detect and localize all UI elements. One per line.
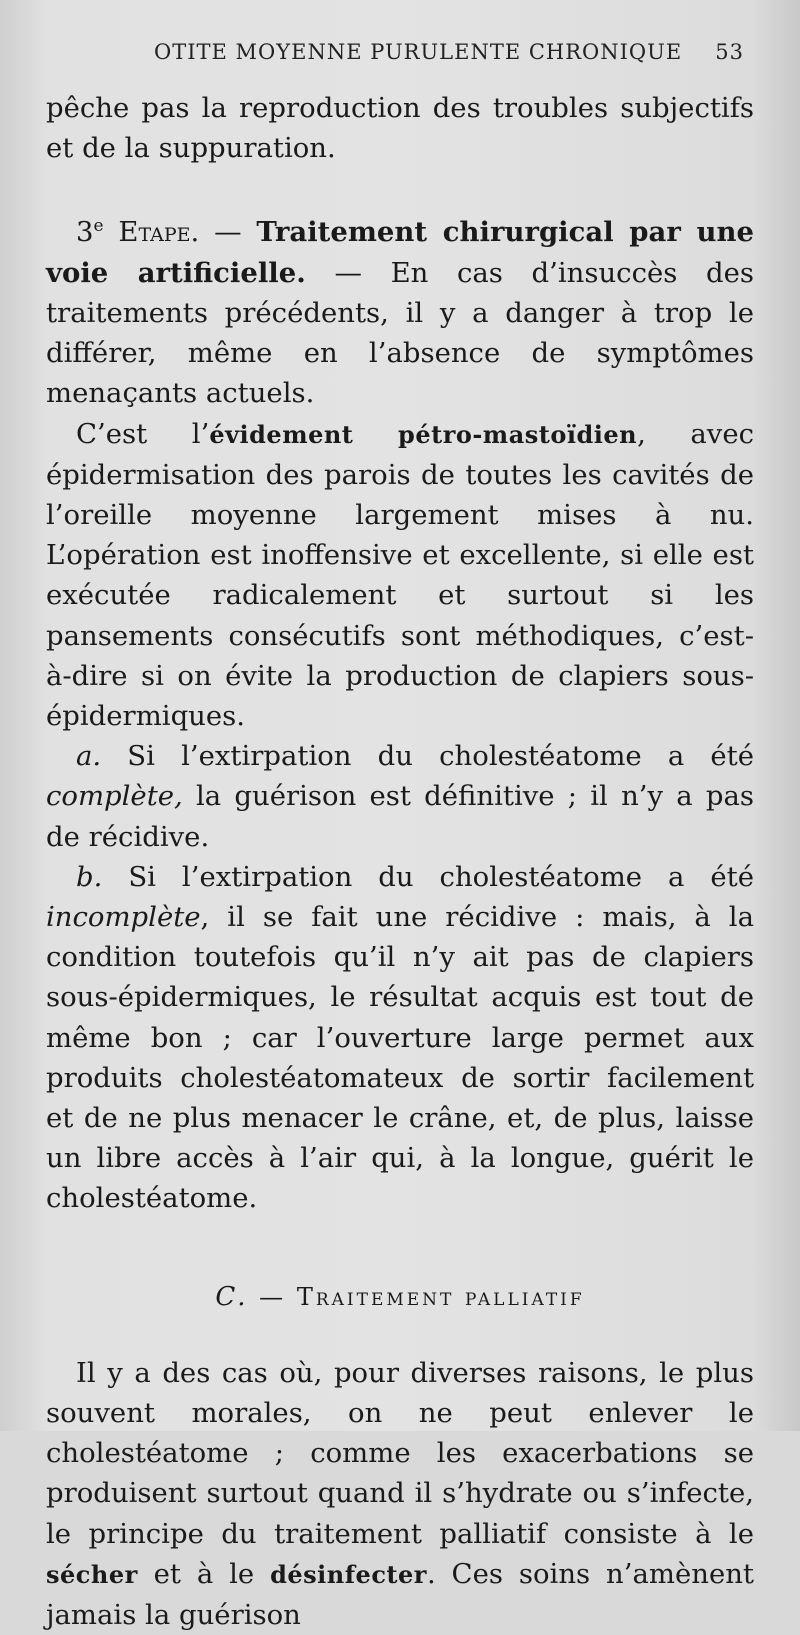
item-b-paragraph [46, 857, 754, 1219]
item-a-text-after: la guérison est définitive ; il n’y a pas de récidive. [46, 780, 754, 853]
palliatif-text-after: . Ces soins n’amènent jamais la guérison [46, 1557, 754, 1632]
palliatif-term-secher: sécher [46, 1559, 138, 1589]
continued-paragraph-text: pêche pas la reproduction des troubles subjectifs et de la suppuration. [46, 92, 754, 165]
section-c-title: Traitement palliatif [296, 1282, 585, 1311]
item-b-text-after: , il se fait une récidive : mais, à la condition toutefois qu’il n’y ait pas de clapiers sous-épidermiques, le résultat acquis est tout de même bon ; car l’ouverture large permet aux produits cholestéatomateux de sortir facilement et de ne plus menacer le crâne, et, de plus, laisse un libre accès à l’air qui, à la longue, guérit le cholestéatome. [46, 901, 754, 1215]
page-number: 53 [715, 40, 744, 64]
running-header [46, 40, 754, 66]
stage-3-text: — En cas d’insuccès des traitements précédents, il y a danger à trop le différer, même en l’absence de symptômes menaçants actuels. [46, 256, 754, 410]
stage-3-superscript: e [93, 216, 104, 237]
continued-paragraph [46, 88, 754, 168]
palliatif-paragraph [46, 1353, 754, 1635]
item-a-text-before: Si l’extirpation du cholestéatome a été [101, 740, 754, 773]
item-a-italic: complète, [46, 780, 183, 813]
stage-3-dash: — [199, 216, 257, 249]
palliatif-term-desinfecter: désinfecter [270, 1559, 427, 1589]
palliatif-text-before: Il y a des cas où, pour diverses raisons, le plus souvent morales, on ne peut enlever le cholestéatome ; comme les exacerbations se produisent surtout quand il s’hydrate ou s’infecte, le principe du traitement palliatif consiste à le [46, 1356, 754, 1550]
palliatif-text-middle: et à le [137, 1557, 271, 1590]
section-c-dash: — [248, 1282, 297, 1311]
item-b-italic: incomplète [46, 901, 201, 934]
section-c-heading [46, 1277, 754, 1317]
item-a-paragraph [46, 736, 754, 857]
item-b-text-before: Si l’extirpation du cholestéatome a été [102, 860, 754, 893]
evidement-text-after: , avec épidermisation des parois de toutes les cavités de l’oreille moyenne largement mises à nu. L’opération est inoffensive et excellente, si elle est exécutée radicalement et surtout si les pansements consécutifs sont méthodiques, c’est-à-dire si on évite la production de clapiers sous-épidermiques. [46, 417, 754, 732]
item-b-letter: b. [76, 860, 103, 893]
page-body [46, 88, 754, 1635]
stage-3-label: Etape. [118, 216, 200, 249]
stage-3-paragraph [46, 206, 754, 413]
stage-3-title: Traitement chirurgical par une voie artificielle. [46, 216, 755, 289]
evidement-paragraph [46, 414, 754, 737]
evidement-term: évidement pétro-mastoïdien [209, 419, 638, 449]
running-header-title: OTITE MOYENNE PURULENTE CHRONIQUE [154, 40, 683, 64]
section-c-letter: C. [215, 1281, 249, 1312]
stage-3-number: 3 [76, 216, 94, 249]
item-a-letter: a. [76, 740, 102, 773]
evidement-text-before: C’est l’ [76, 417, 210, 450]
